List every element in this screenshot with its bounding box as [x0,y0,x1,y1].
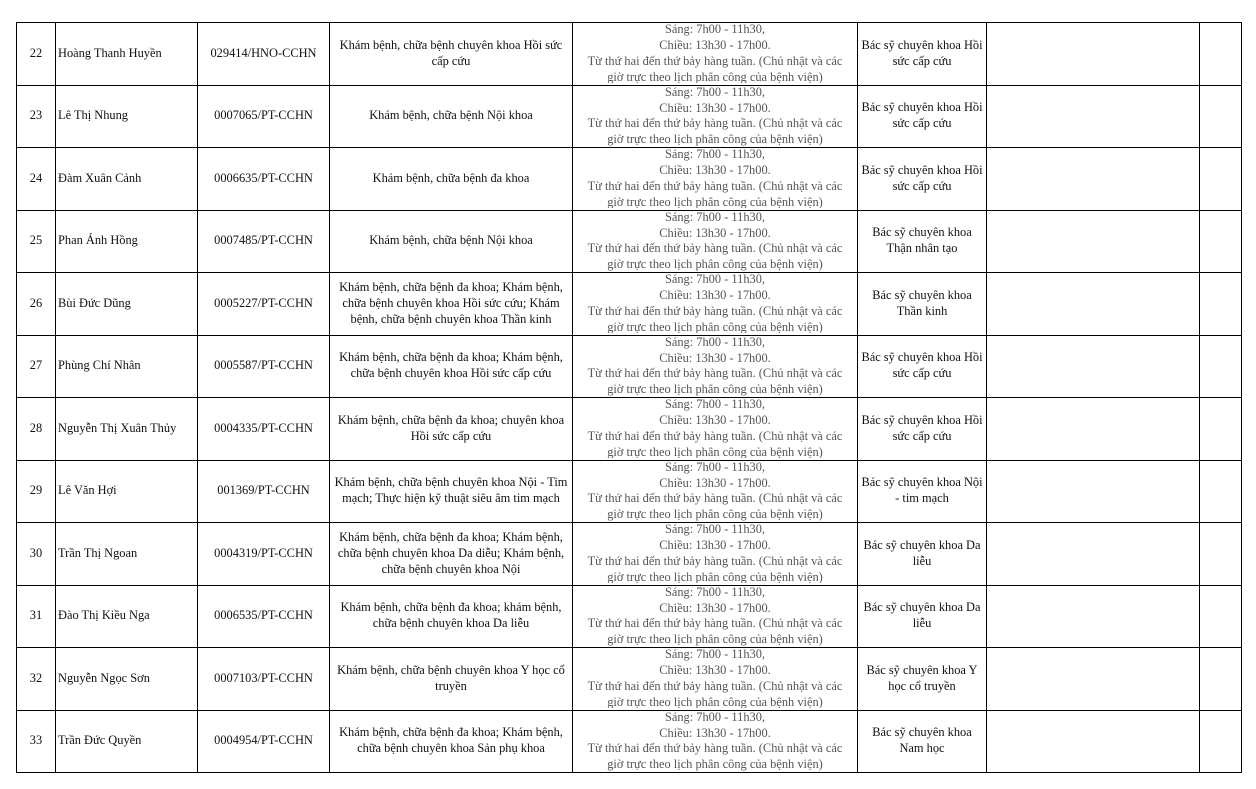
hours-days-2: giờ trực theo lịch phân công của bệnh viện) [607,632,823,646]
hours-morning: Sáng: 7h00 - 11h30, [664,335,766,349]
working-hours-lines [575,210,855,271]
row-number: 32 [17,648,56,711]
table-body [17,23,1242,773]
specialty-title: Bác sỹ chuyên khoa Thần kinh [858,273,987,336]
practice-scope: Khám bệnh, chữa bệnh đa khoa [330,148,573,211]
row-number: 31 [17,585,56,648]
hours-afternoon: Chiều: 13h30 - 17h00. [659,288,771,303]
certificate-number: 0006635/PT-CCHN [198,148,330,211]
table-row [17,23,1242,86]
practitioner-name: Lê Thị Nhung [56,85,198,148]
hours-morning: Sáng: 7h00 - 11h30, [664,460,766,474]
hours-afternoon: Chiều: 13h30 - 17h00. [659,225,771,240]
hours-days-1: Từ thứ hai đến thứ bảy hàng tuần. (Chủ nhật và các [587,428,843,443]
practitioner-name: Hoàng Thanh Huyền [56,23,198,86]
hours-days-1: Từ thứ hai đến thứ bảy hàng tuần. (Chủ nhật và các [587,178,843,193]
empty-cell [987,335,1200,398]
practice-scope: Khám bệnh, chữa bệnh chuyên khoa Nội - Tim mạch; Thực hiện kỹ thuật siêu âm tim mạch [330,460,573,523]
specialty-title: Bác sỹ chuyên khoa Hồi sức cấp cứu [858,398,987,461]
hours-morning: Sáng: 7h00 - 11h30, [664,585,766,599]
certificate-number: 001369/PT-CCHN [198,460,330,523]
hours-afternoon: Chiều: 13h30 - 17h00. [659,163,771,178]
specialty-title: Bác sỹ chuyên khoa Da liễu [858,523,987,586]
row-number: 30 [17,523,56,586]
hours-days-2: giờ trực theo lịch phân công của bệnh viện) [607,319,823,334]
hours-morning: Sáng: 7h00 - 11h30, [664,210,766,224]
table-row [17,85,1242,148]
hours-days-2: giờ trực theo lịch phân công của bệnh viện) [607,757,823,771]
empty-cell-narrow [1200,148,1242,211]
empty-cell [987,523,1200,586]
empty-cell [987,23,1200,86]
practice-scope: Khám bệnh, chữa bệnh đa khoa; Khám bệnh, chữa bệnh chuyên khoa Hồi sức cứu; Khám bệnh, chữa bệnh chuyên khoa Thần kinh [330,273,573,336]
working-hours-lines [575,398,855,459]
certificate-number: 0005227/PT-CCHN [198,273,330,336]
hours-days-1: Từ thứ hai đến thứ bảy hàng tuần. (Chủ nhật và các [587,241,843,256]
row-number: 22 [17,23,56,86]
practitioner-name: Trần Đức Quyền [56,710,198,773]
working-hours [573,648,858,711]
practitioner-name: Phùng Chí Nhân [56,335,198,398]
table-row [17,210,1242,273]
hours-days-1: Từ thứ hai đến thứ bảy hàng tuần. (Chủ nhật và các [587,116,843,131]
certificate-number: 0004319/PT-CCHN [198,523,330,586]
hours-morning: Sáng: 7h00 - 11h30, [664,22,766,37]
practitioner-name: Nguyễn Thị Xuân Thủy [56,398,198,461]
specialty-title: Bác sỹ chuyên khoa Thận nhân tạo [858,210,987,273]
specialty-title: Bác sỹ chuyên khoa Nam học [858,710,987,773]
hours-morning: Sáng: 7h00 - 11h30, [664,147,766,162]
table-row [17,710,1242,773]
empty-cell [987,585,1200,648]
hours-afternoon: Chiều: 13h30 - 17h00. [659,475,771,490]
row-number: 27 [17,335,56,398]
table-row [17,398,1242,461]
table-row [17,523,1242,586]
certificate-number: 0007065/PT-CCHN [198,85,330,148]
specialty-title: Bác sỹ chuyên khoa Y học cổ truyền [858,648,987,711]
certificate-number: 0006535/PT-CCHN [198,585,330,648]
hours-days-1: Từ thứ hai đến thứ bảy hàng tuần. (Chủ nhật và các [587,491,843,506]
practitioner-name: Trần Thị Ngoan [56,523,198,586]
hours-days-2: giờ trực theo lịch phân công của bệnh viện) [607,382,823,396]
empty-cell [987,85,1200,148]
row-number: 33 [17,710,56,773]
specialty-title: Bác sỹ chuyên khoa Hồi sức cấp cứu [858,85,987,148]
practice-scope: Khám bệnh, chữa bệnh chuyên khoa Y học cổ truyền [330,648,573,711]
empty-cell-narrow [1200,585,1242,648]
practitioner-name: Phan Ánh Hồng [56,210,198,273]
practice-scope: Khám bệnh, chữa bệnh chuyên khoa Hồi sức cấp cứu [330,23,573,86]
hours-days-2: giờ trực theo lịch phân công của bệnh viện) [607,507,823,521]
hours-morning: Sáng: 7h00 - 11h30, [664,647,766,662]
hours-afternoon: Chiều: 13h30 - 17h00. [659,413,771,428]
hours-days-2: giờ trực theo lịch phân công của bệnh viện) [607,69,823,84]
row-number: 25 [17,210,56,273]
hours-morning: Sáng: 7h00 - 11h30, [664,522,766,537]
hours-afternoon: Chiều: 13h30 - 17h00. [659,600,771,615]
empty-cell [987,460,1200,523]
empty-cell [987,648,1200,711]
row-number: 26 [17,273,56,336]
empty-cell [987,398,1200,461]
certificate-number: 0004335/PT-CCHN [198,398,330,461]
practitioner-name: Đàm Xuân Cảnh [56,148,198,211]
working-hours [573,273,858,336]
working-hours [573,460,858,523]
specialty-title: Bác sỹ chuyên khoa Hồi sức cấp cứu [858,148,987,211]
working-hours [573,23,858,86]
certificate-number: 0007485/PT-CCHN [198,210,330,273]
empty-cell-narrow [1200,335,1242,398]
practice-scope: Khám bệnh, chữa bệnh đa khoa; Khám bệnh, chữa bệnh chuyên khoa Sản phụ khoa [330,710,573,773]
hours-afternoon: Chiều: 13h30 - 17h00. [659,100,771,115]
empty-cell [987,210,1200,273]
working-hours-lines [575,148,855,209]
hours-afternoon: Chiều: 13h30 - 17h00. [659,538,771,553]
hours-afternoon: Chiều: 13h30 - 17h00. [659,38,771,53]
certificate-number: 0007103/PT-CCHN [198,648,330,711]
table-row [17,148,1242,211]
table-row [17,273,1242,336]
empty-cell-narrow [1200,398,1242,461]
hours-morning: Sáng: 7h00 - 11h30, [664,272,766,287]
working-hours-lines [575,710,855,771]
practitioner-table [16,22,1242,773]
practice-scope: Khám bệnh, chữa bệnh đa khoa; khám bệnh, chữa bệnh chuyên khoa Da liễu [330,585,573,648]
practice-scope: Khám bệnh, chữa bệnh đa khoa; Khám bệnh, chữa bệnh chuyên khoa Hồi sức cấp cứu [330,335,573,398]
specialty-title: Bác sỹ chuyên khoa Da liễu [858,585,987,648]
empty-cell-narrow [1200,210,1242,273]
empty-cell [987,148,1200,211]
hours-morning: Sáng: 7h00 - 11h30, [664,85,766,99]
row-number: 28 [17,398,56,461]
hours-days-2: giờ trực theo lịch phân công của bệnh viện) [607,132,823,146]
certificate-number: 0004954/PT-CCHN [198,710,330,773]
practice-scope: Khám bệnh, chữa bệnh đa khoa; chuyên khoa Hồi sức cấp cứu [330,398,573,461]
hours-days-2: giờ trực theo lịch phân công của bệnh viện) [607,444,823,459]
working-hours [573,585,858,648]
working-hours [573,398,858,461]
table-row [17,335,1242,398]
working-hours [573,148,858,211]
working-hours-lines [575,460,855,521]
working-hours [573,710,858,773]
empty-cell-narrow [1200,460,1242,523]
certificate-number: 0005587/PT-CCHN [198,335,330,398]
hours-days-1: Từ thứ hai đến thứ bảy hàng tuần. (Chủ nhật và các [587,678,843,693]
working-hours-lines [575,648,855,709]
row-number: 24 [17,148,56,211]
empty-cell [987,273,1200,336]
practice-scope: Khám bệnh, chữa bệnh đa khoa; Khám bệnh, chữa bệnh chuyên khoa Da diễu; Khám bệnh, chữa bệnh chuyên khoa Nội [330,523,573,586]
working-hours [573,335,858,398]
hours-afternoon: Chiều: 13h30 - 17h00. [659,350,771,365]
hours-days-1: Từ thứ hai đến thứ bảy hàng tuần. (Chủ nhật và các [587,303,843,318]
hours-days-1: Từ thứ hai đến thứ bảy hàng tuần. (Chủ nhật và các [587,53,843,68]
hours-morning: Sáng: 7h00 - 11h30, [664,397,766,412]
empty-cell-narrow [1200,710,1242,773]
practitioner-name: Nguyễn Ngọc Sơn [56,648,198,711]
table-row [17,460,1242,523]
working-hours-lines [575,523,855,584]
practice-scope: Khám bệnh, chữa bệnh Nội khoa [330,210,573,273]
hours-days-1: Từ thứ hai đến thứ bảy hàng tuần. (Chủ nhật và các [587,366,843,381]
hours-days-2: giờ trực theo lịch phân công của bệnh viện) [607,569,823,584]
hours-morning: Sáng: 7h00 - 11h30, [664,710,766,724]
table-row [17,648,1242,711]
empty-cell [987,710,1200,773]
practice-scope: Khám bệnh, chữa bệnh Nội khoa [330,85,573,148]
empty-cell-narrow [1200,648,1242,711]
certificate-number: 029414/HNO-CCHN [198,23,330,86]
specialty-title: Bác sỹ chuyên khoa Hồi sức cấp cứu [858,23,987,86]
hours-days-2: giờ trực theo lịch phân công của bệnh viện) [607,694,823,709]
working-hours [573,85,858,148]
practitioner-name: Bùi Đức Dũng [56,273,198,336]
practitioner-name: Lê Văn Hợi [56,460,198,523]
empty-cell-narrow [1200,523,1242,586]
hours-days-1: Từ thứ hai đến thứ bảy hàng tuần. (Chủ nhật và các [587,553,843,568]
hours-days-2: giờ trực theo lịch phân công của bệnh viện) [607,194,823,209]
table-row [17,585,1242,648]
specialty-title: Bác sỹ chuyên khoa Nội - tim mạch [858,460,987,523]
row-number: 23 [17,85,56,148]
working-hours [573,523,858,586]
working-hours-lines [575,23,855,84]
hours-afternoon: Chiều: 13h30 - 17h00. [659,663,771,678]
empty-cell-narrow [1200,23,1242,86]
working-hours-lines [575,335,855,396]
practitioner-name: Đào Thị Kiều Nga [56,585,198,648]
row-number: 29 [17,460,56,523]
hours-days-1: Từ thứ hai đến thứ bảy hàng tuần. (Chủ nhật và các [587,741,843,756]
hours-days-2: giờ trực theo lịch phân công của bệnh viện) [607,257,823,271]
empty-cell-narrow [1200,273,1242,336]
working-hours-lines [575,273,855,334]
hours-days-1: Từ thứ hai đến thứ bảy hàng tuần. (Chủ nhật và các [587,616,843,631]
empty-cell-narrow [1200,85,1242,148]
working-hours-lines [575,85,855,146]
specialty-title: Bác sỹ chuyên khoa Hồi sức cấp cứu [858,335,987,398]
hours-afternoon: Chiều: 13h30 - 17h00. [659,725,771,740]
working-hours-lines [575,585,855,646]
working-hours [573,210,858,273]
